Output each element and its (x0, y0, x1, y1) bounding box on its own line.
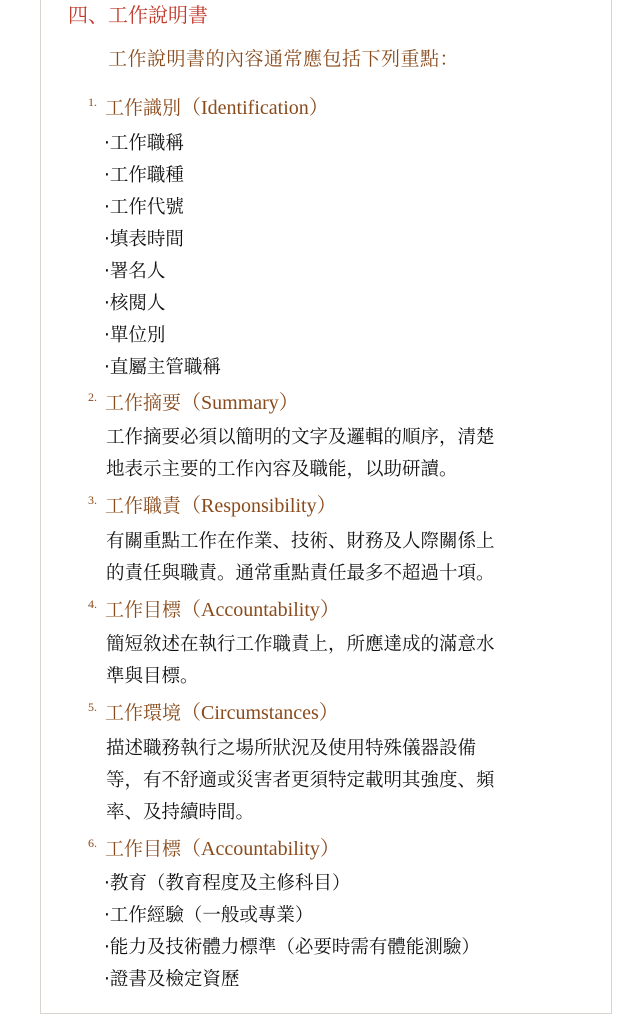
paragraph-line: 工作摘要必須以簡明的文字及邏輯的順序，清楚 (106, 427, 495, 448)
paragraph-line: 的責任與職責。通常重點責任最多不超過十項。 (106, 563, 495, 584)
item-english: （Responsibility） (181, 495, 337, 517)
list-item: ·能力及技術體力標準（必要時需有體能測驗） (104, 937, 480, 958)
paragraph-line: 率、及持續時間。 (106, 802, 255, 823)
item-heading-accountability-2 (88, 835, 340, 863)
list-item: ·核閱人 (104, 293, 166, 314)
list-item: ·教育（教育程度及主修科目） (104, 873, 351, 894)
paragraph-line: 描述職務執行之場所狀況及使用特殊儀器設備 (106, 738, 477, 759)
item-english: （Circumstances） (181, 702, 339, 724)
item-heading-summary (88, 389, 299, 417)
list-item: ·工作職稱 (104, 133, 184, 154)
list-item: ·填表時間 (104, 229, 184, 250)
list-item: ·工作職種 (104, 165, 184, 186)
item-heading-circumstances (88, 699, 339, 727)
paragraph-line: 簡短敘述在執行工作職責上，所應達成的滿意水 (106, 634, 495, 655)
item-heading-responsibility (88, 492, 337, 520)
item-label: 工作識別 (105, 97, 182, 119)
item-label: 工作摘要 (105, 392, 182, 414)
item-english: （Accountability） (181, 838, 340, 860)
item-number: 1. (88, 95, 97, 109)
paragraph-line: 等，有不舒適或災害者更須特定載明其強度、頻 (106, 770, 495, 791)
item-number: 5. (88, 700, 97, 714)
paragraph-line: 準與目標。 (106, 666, 199, 687)
item-number: 4. (88, 597, 97, 611)
list-item: ·證書及檢定資歷 (104, 969, 240, 990)
item-english: （Accountability） (181, 599, 340, 621)
paragraph-line: 有關重點工作在作業、技術、財務及人際關係上 (106, 531, 495, 552)
paragraph-line: 地表示主要的工作內容及職能，以助研讀。 (106, 459, 458, 480)
list-item: ·單位別 (104, 325, 166, 346)
item-number: 6. (88, 836, 97, 850)
item-label: 工作職責 (105, 495, 182, 517)
item-number: 2. (88, 390, 97, 404)
item-number: 3. (88, 493, 97, 507)
list-item: ·署名人 (104, 261, 166, 282)
item-english: （Summary） (181, 392, 299, 414)
section-intro: 工作說明書的內容通常應包括下列重點： (108, 48, 460, 70)
item-label: 工作目標 (105, 599, 182, 621)
item-english: （Identification） (181, 97, 329, 119)
list-item: ·直屬主管職稱 (104, 357, 221, 378)
item-heading-identification (88, 94, 329, 122)
list-item: ·工作代號 (104, 197, 184, 218)
item-label: 工作環境 (105, 702, 182, 724)
list-item: ·工作經驗（一般或專業） (104, 905, 314, 926)
section-title: 四、工作說明書 (68, 3, 208, 27)
item-heading-accountability (88, 596, 340, 624)
item-label: 工作目標 (105, 838, 182, 860)
